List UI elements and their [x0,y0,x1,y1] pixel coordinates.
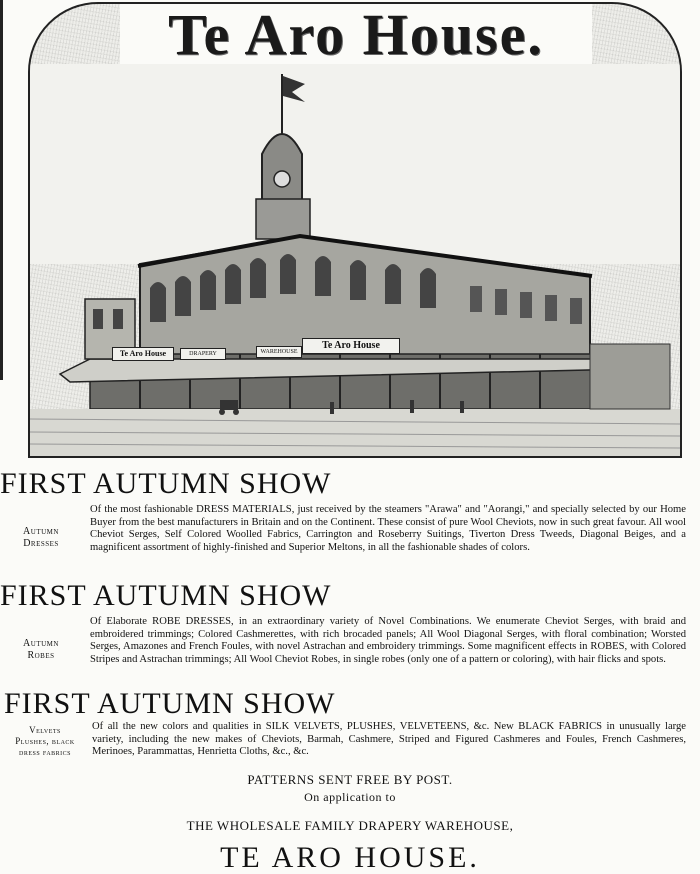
section-body: Of the most fashionable DRESS MATERIALS, just received by the steamers "Arawa" and "Aorangi," and specially selected by our Home Buyer from the best manufacturers in Britain and on the Continent. These consist of pure Wool Cheviots, now in such great favour. All wool Cheviot Serges, Self Colored Woolled Fabrics, Carrington and Roseberry Suitings, Tiverton Dress Tweeds, Diagonal Beiges, and a magnificent assortment of highly-finished and Superior Meltons, in all the fashionable shades of colors. [90,504,686,553]
footer-name: TE ARO HOUSE. [220,841,480,874]
section-body: Of all the new colors and qualities in SILK VELVETS, PLUSHES, VELVETEENS, &c. New BLACK FABRICS in unusually large variety, including the new makes of Cheviots, Barmah, Cashmere, Striped and Figured Cashmeres and Foules, French Cashmeres, Merinoes, Parammattas, Henrietta Cloths, &c., &c. [92,721,686,758]
section-heading: FIRST AUTUMN SHOW [0,467,332,500]
section-body: Of Elaborate ROBE DRESSES, in an extraordinary variety of Novel Combinations. We enumerate Cheviot Serges, with braid and embroidered trimmings; Colored Cashmerettes, with rich brocaded panels; All Wool Diagonal Serges, with floral combination; Worsted Serges, Amazones and French Foules, with novel Astrachan and embroidery trimmings. Some magnificent effects in ROBES, with Colored Stripes and Astrachan trimmings; All Wool Cheviot Robes, in single robes (only one of a pattern or coloring), with hair flicks and spots. [90,616,686,665]
section-side-label: Velvets Plushes, black dress fabrics [15,725,75,757]
column-rule [0,0,3,380]
building-illustration [30,4,680,456]
building-engraving [28,2,682,458]
building-sign-warehouse: WAREHOUSE [256,346,302,358]
patterns-line: PATTERNS SENT FREE BY POST. [247,772,453,787]
building-sign-left: Te Aro House [112,347,174,361]
building-sign-main: Te Aro House [302,338,400,354]
section-side-label: Autumn Dresses [23,526,59,549]
application-line: On application to [304,790,396,804]
section-side-label: Autumn Robes [23,638,59,661]
section-heading: FIRST AUTUMN SHOW [0,579,332,612]
building-sign-drapery: DRAPERY [180,348,226,360]
clock-tower [262,134,302,204]
masthead-title: Te Aro House. [168,2,544,67]
warehouse-line: THE WHOLESALE FAMILY DRAPERY WAREHOUSE, [186,818,514,833]
title-plate [120,2,592,67]
section-heading: FIRST AUTUMN SHOW [4,687,336,720]
clock-icon [274,171,290,187]
